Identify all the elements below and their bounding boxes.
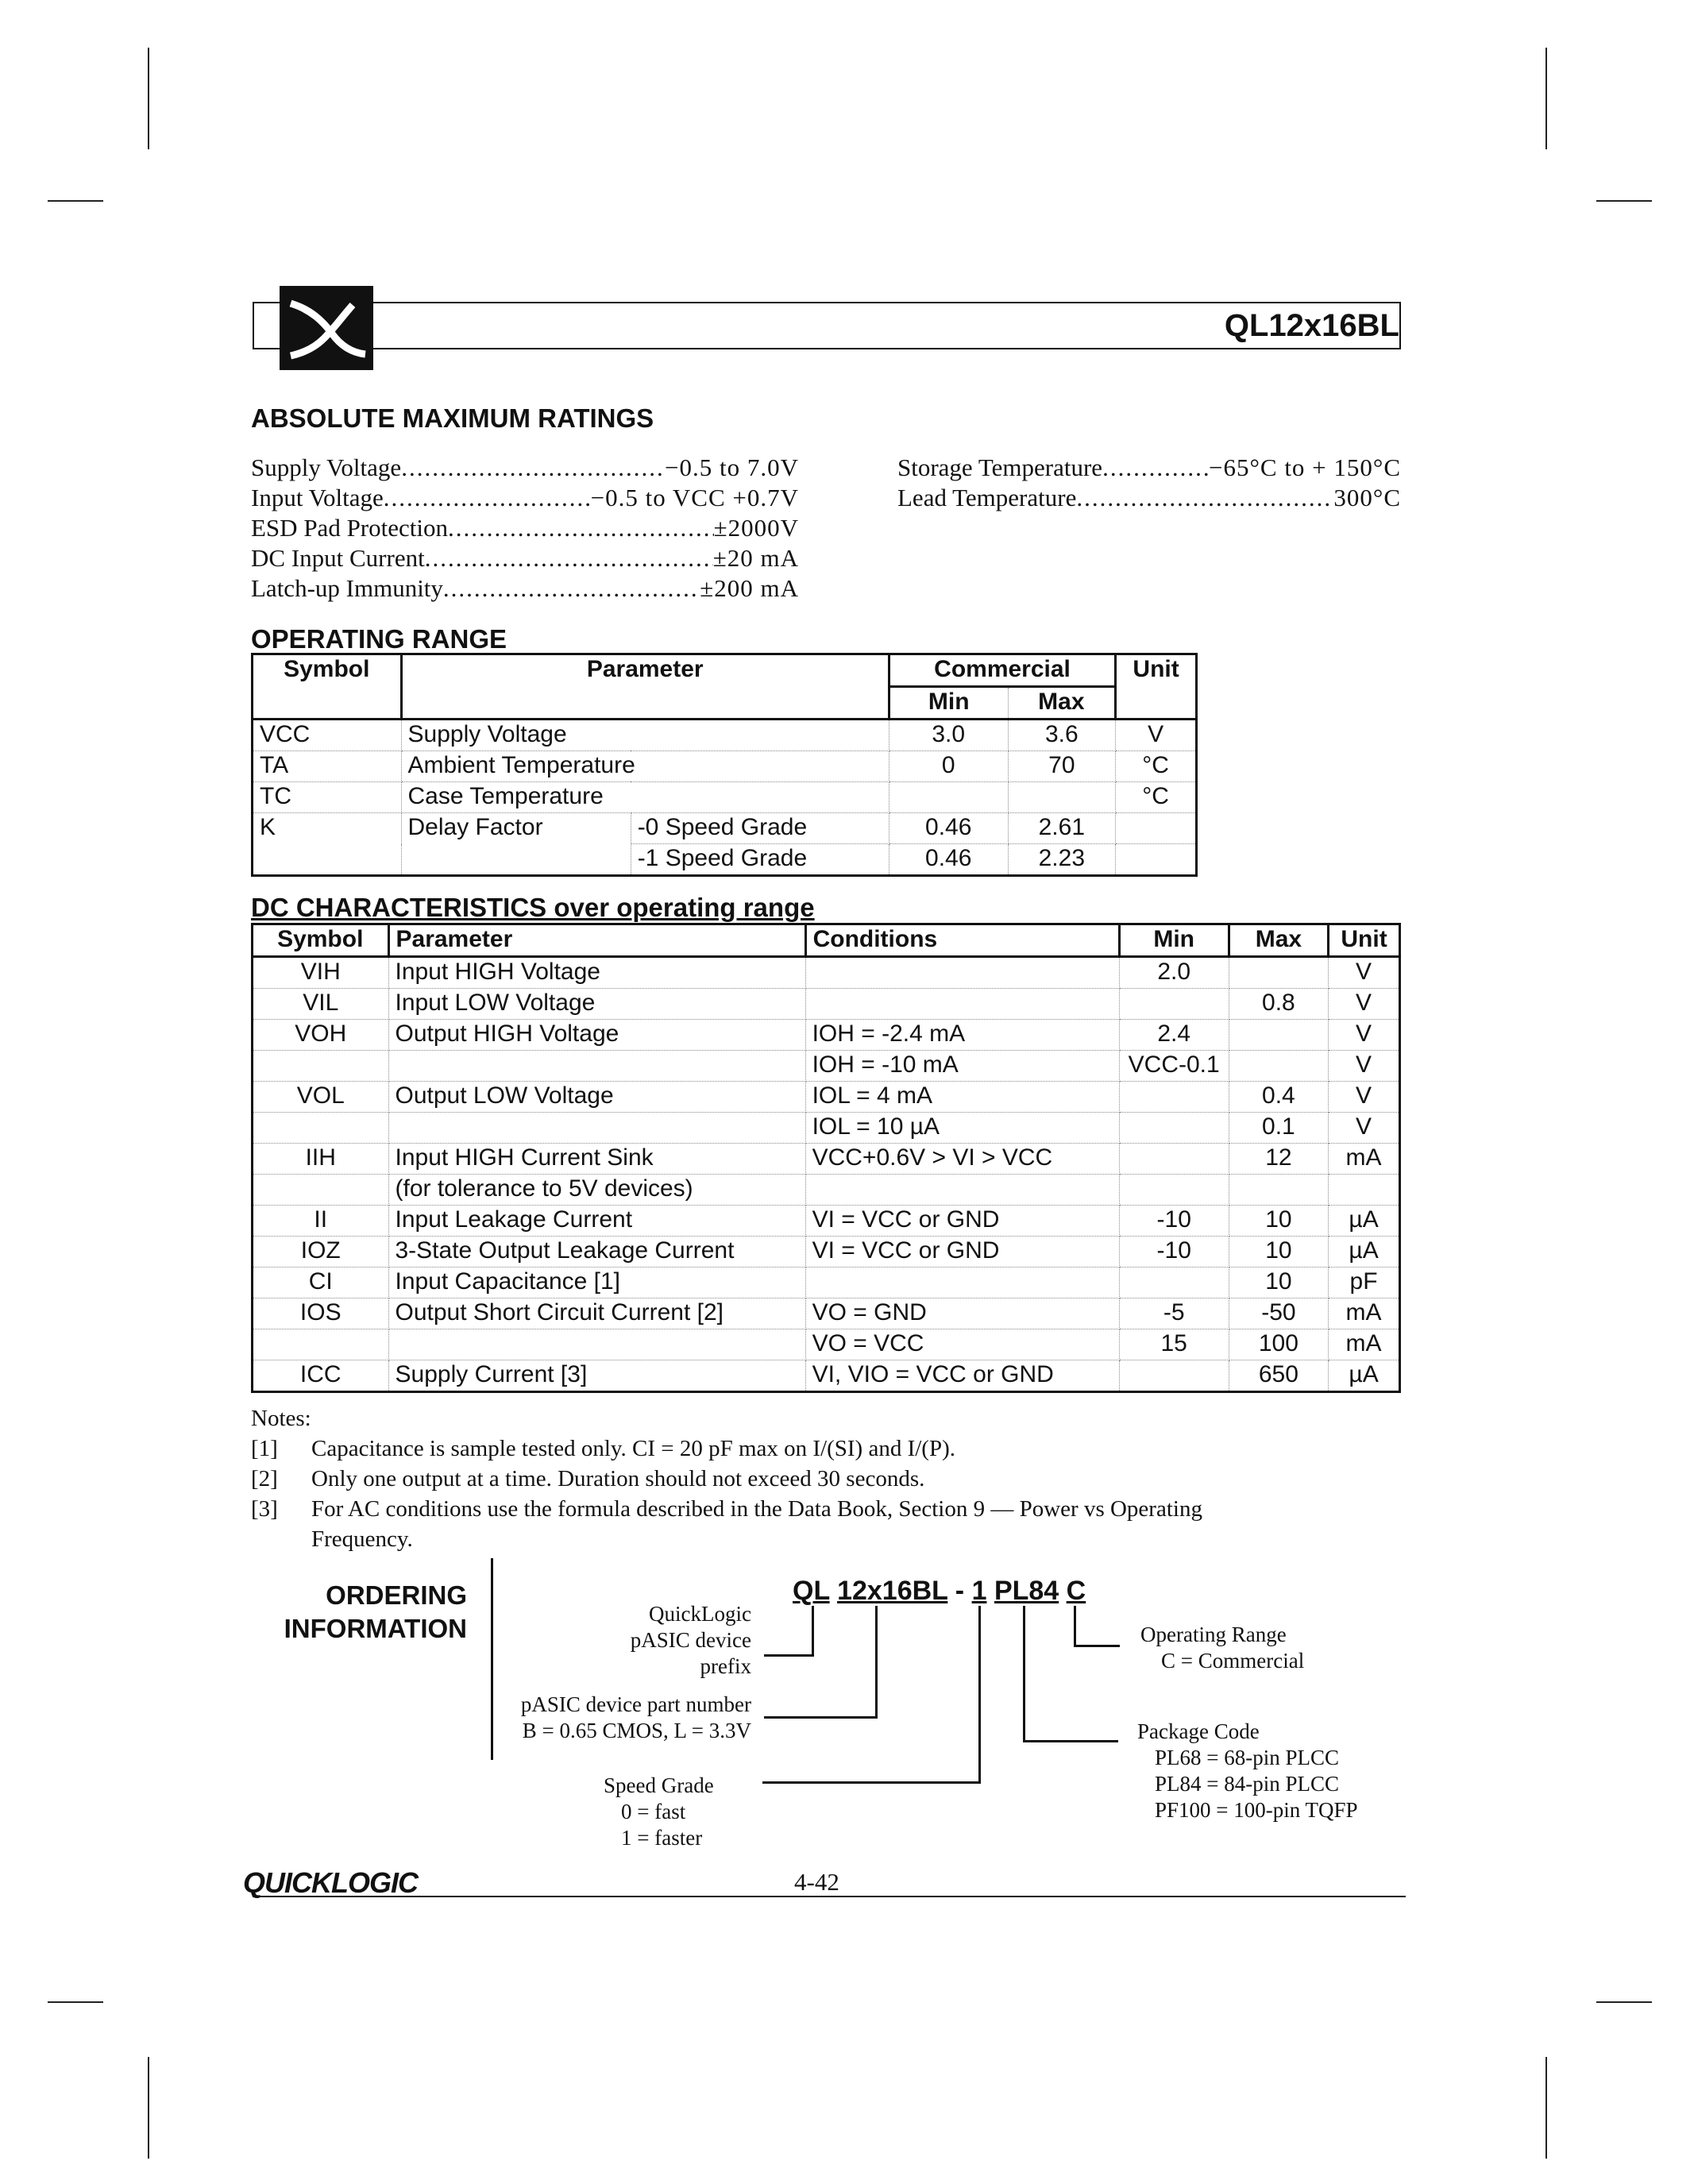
cell-unit: µA — [1329, 1237, 1400, 1268]
cell-symbol: IIH — [253, 1144, 389, 1175]
cell-min: 3.0 — [889, 720, 1008, 751]
col-header-max: Max — [1229, 924, 1328, 957]
speed-grade-label — [604, 1773, 714, 1851]
note-number: [3] — [251, 1496, 278, 1522]
cell-conditions: IOL = 10 µA — [805, 1113, 1119, 1144]
cell-min — [1119, 1175, 1229, 1206]
cell-min: -10 — [1119, 1206, 1229, 1237]
rating-label: ESD Pad Protection — [251, 514, 448, 542]
rating-row — [251, 453, 799, 483]
rating-value: ±200 mA — [700, 574, 799, 602]
cell-min — [1119, 1268, 1229, 1298]
cell-symbol: VOH — [253, 1020, 389, 1051]
note-text: For AC conditions use the formula described in the Data Book, Section 9 — Power vs Operating — [311, 1496, 1202, 1522]
code-ql: QL — [793, 1576, 830, 1606]
rating-row — [251, 543, 799, 573]
code-dash: - — [955, 1576, 965, 1606]
cell-unit: mA — [1329, 1329, 1400, 1360]
cell-symbol: TA — [253, 751, 402, 782]
rating-row — [251, 573, 799, 604]
crop-mark — [1545, 48, 1547, 149]
cell-min — [1119, 1113, 1229, 1144]
cell-parameter: Ambient Temperature — [401, 751, 889, 782]
cell-max: 10 — [1229, 1206, 1328, 1237]
cell-symbol — [253, 1051, 389, 1082]
cell-parameter: Input Leakage Current — [388, 1206, 805, 1237]
quicklogic-logo — [280, 286, 373, 370]
cell-symbol: VIH — [253, 957, 389, 989]
label-line: pASIC device part number — [520, 1692, 751, 1716]
crop-mark — [1596, 200, 1652, 202]
table-row — [253, 1268, 1400, 1298]
cell-symbol: CI — [253, 1268, 389, 1298]
ordering-title-line: ORDERING — [326, 1580, 467, 1610]
cell-max: 650 — [1229, 1360, 1328, 1392]
table-row — [253, 720, 1197, 751]
cell-symbol: IOZ — [253, 1237, 389, 1268]
cell-parameter: Delay Factor — [401, 813, 631, 876]
crop-mark — [48, 2001, 103, 2003]
cell-conditions: VO = VCC — [805, 1329, 1119, 1360]
connector-line — [1074, 1645, 1120, 1647]
cell-max: 2.61 — [1008, 813, 1116, 844]
cell-unit: µA — [1329, 1206, 1400, 1237]
rating-row — [251, 483, 799, 513]
ordering-divider — [491, 1558, 493, 1760]
col-header-parameter: Parameter — [388, 924, 805, 957]
cell-unit: pF — [1329, 1268, 1400, 1298]
table-row — [253, 1360, 1400, 1392]
cell-min: -10 — [1119, 1237, 1229, 1268]
label-line: 0 = fast — [621, 1800, 686, 1823]
table-row — [253, 1051, 1400, 1082]
cell-symbol — [253, 1175, 389, 1206]
col-header-symbol: Symbol — [253, 654, 402, 720]
note-text: Only one output at a time. Duration should not exceed 30 seconds. — [311, 1466, 925, 1491]
label-line: Speed Grade — [604, 1773, 714, 1797]
col-header-commercial: Commercial — [889, 654, 1115, 687]
cell-max: 0.1 — [1229, 1113, 1328, 1144]
cell-conditions — [805, 1268, 1119, 1298]
rating-row — [251, 513, 799, 543]
connector-line — [764, 1654, 814, 1657]
rating-value: ±20 mA — [712, 544, 799, 572]
cell-max: -50 — [1229, 1298, 1328, 1329]
operating-range-label — [1140, 1622, 1304, 1674]
crop-mark — [148, 2057, 149, 2159]
label-line: PF100 = 100-pin TQFP — [1155, 1798, 1358, 1822]
cell-parameter: Output HIGH Voltage — [388, 1020, 805, 1051]
ordering-title-line: INFORMATION — [284, 1614, 467, 1643]
cell-symbol — [253, 1113, 389, 1144]
cell-symbol: VCC — [253, 720, 402, 751]
cell-min: 15 — [1119, 1329, 1229, 1360]
code-package: PL84 — [994, 1576, 1059, 1606]
col-header-parameter: Parameter — [401, 654, 889, 720]
col-header-unit: Unit — [1116, 654, 1197, 720]
cell-max — [1229, 1051, 1328, 1082]
rating-label: Latch-up Immunity — [251, 574, 443, 602]
cell-unit: mA — [1329, 1144, 1400, 1175]
rating-row — [897, 453, 1401, 483]
absolute-max-title: ABSOLUTE MAXIMUM RATINGS — [251, 403, 654, 433]
cell-symbol: IOS — [253, 1298, 389, 1329]
col-header-min: Min — [1119, 924, 1229, 957]
connector-line — [1023, 1606, 1025, 1742]
cell-parameter: Input HIGH Voltage — [388, 957, 805, 989]
part-number-code — [793, 1576, 1086, 1607]
col-header-unit: Unit — [1329, 924, 1400, 957]
cell-min: VCC-0.1 — [1119, 1051, 1229, 1082]
cell-max: 70 — [1008, 751, 1116, 782]
table-row — [253, 1082, 1400, 1113]
table-row — [253, 782, 1197, 813]
cell-grade: -1 Speed Grade — [631, 844, 889, 876]
cell-unit: V — [1329, 1082, 1400, 1113]
cell-conditions: VI = VCC or GND — [805, 1206, 1119, 1237]
connector-line — [812, 1606, 814, 1657]
connector-line — [1074, 1606, 1076, 1647]
crop-mark — [148, 48, 149, 149]
rating-label: Input Voltage — [251, 484, 384, 511]
rating-label: Lead Temperature — [897, 484, 1077, 511]
label-line: Package Code — [1137, 1719, 1260, 1743]
rating-label: Storage Temperature — [897, 453, 1103, 481]
cell-conditions — [805, 989, 1119, 1020]
cell-unit — [1329, 1175, 1400, 1206]
cell-symbol: TC — [253, 782, 402, 813]
label-line: prefix — [700, 1654, 751, 1678]
table-row — [253, 957, 1400, 989]
label-line: pASIC device — [630, 1628, 751, 1652]
label-line: QuickLogic — [649, 1602, 751, 1626]
cell-conditions: VCC+0.6V > VI > VCC — [805, 1144, 1119, 1175]
connector-line — [762, 1781, 981, 1784]
cell-max — [1229, 1175, 1328, 1206]
cell-max: 10 — [1229, 1268, 1328, 1298]
cell-parameter: Case Temperature — [401, 782, 889, 813]
cell-symbol: VOL — [253, 1082, 389, 1113]
cell-max — [1229, 1020, 1328, 1051]
note-number: [2] — [251, 1466, 278, 1491]
cell-conditions: IOH = -10 mA — [805, 1051, 1119, 1082]
cell-min: -5 — [1119, 1298, 1229, 1329]
table-row — [253, 1237, 1400, 1268]
rating-row — [897, 483, 1401, 513]
cell-min: 0.46 — [889, 813, 1008, 844]
cell-unit: V — [1329, 1113, 1400, 1144]
cell-max: 0.4 — [1229, 1082, 1328, 1113]
cell-min — [1119, 1144, 1229, 1175]
cell-unit: V — [1329, 957, 1400, 989]
cell-parameter — [388, 1113, 805, 1144]
cell-parameter: Input HIGH Current Sink — [388, 1144, 805, 1175]
cell-symbol: ICC — [253, 1360, 389, 1392]
label-line: 1 = faster — [621, 1826, 703, 1850]
dc-characteristics-title: DC CHARACTERISTICS over operating range — [251, 893, 815, 922]
cell-unit: µA — [1329, 1360, 1400, 1392]
col-header-conditions: Conditions — [805, 924, 1119, 957]
rating-label: DC Input Current — [251, 544, 425, 572]
note-text: Capacitance is sample tested only. CI = 20 pF max on I/(SI) and I/(P). — [311, 1436, 955, 1461]
cell-parameter: Supply Voltage — [401, 720, 889, 751]
connector-line — [1023, 1740, 1118, 1742]
cell-unit: V — [1116, 720, 1197, 751]
table-row — [253, 1206, 1400, 1237]
cell-symbol — [253, 1329, 389, 1360]
code-range: C — [1066, 1576, 1086, 1606]
document-title: QL12x16BL — [1224, 308, 1399, 343]
cell-min — [1119, 989, 1229, 1020]
label-line: C = Commercial — [1161, 1649, 1305, 1673]
cell-min — [1119, 1082, 1229, 1113]
connector-line — [875, 1606, 878, 1719]
cell-conditions: VI, VIO = VCC or GND — [805, 1360, 1119, 1392]
cell-unit — [1116, 813, 1197, 844]
cell-symbol: II — [253, 1206, 389, 1237]
cell-unit: V — [1329, 1020, 1400, 1051]
dc-characteristics-table — [251, 923, 1401, 1393]
col-header-max: Max — [1008, 687, 1116, 720]
table-row — [253, 1020, 1400, 1051]
rating-value: −65°C to + 150°C — [1209, 453, 1401, 481]
cell-parameter: Input Capacitance [1] — [388, 1268, 805, 1298]
cell-conditions: IOL = 4 mA — [805, 1082, 1119, 1113]
cell-unit: °C — [1116, 751, 1197, 782]
operating-range-table — [251, 653, 1198, 877]
cell-grade: -0 Speed Grade — [631, 813, 889, 844]
cell-min — [889, 782, 1008, 813]
table-row — [253, 1298, 1400, 1329]
cell-unit: mA — [1329, 1298, 1400, 1329]
cell-unit: °C — [1116, 782, 1197, 813]
cell-unit: V — [1329, 1051, 1400, 1082]
cell-min: 0 — [889, 751, 1008, 782]
crop-mark — [48, 200, 103, 202]
cell-max: 0.8 — [1229, 989, 1328, 1020]
cell-min: 2.0 — [1119, 957, 1229, 989]
cell-conditions: IOH = -2.4 mA — [805, 1020, 1119, 1051]
cell-conditions: VO = GND — [805, 1298, 1119, 1329]
cell-conditions — [805, 957, 1119, 989]
cell-max: 100 — [1229, 1329, 1328, 1360]
cell-conditions — [805, 1175, 1119, 1206]
label-line: PL84 = 84-pin PLCC — [1155, 1772, 1340, 1796]
cell-min: 2.4 — [1119, 1020, 1229, 1051]
crop-mark — [1596, 2001, 1652, 2003]
cell-min: 0.46 — [889, 844, 1008, 876]
rating-value: ±2000V — [713, 514, 799, 542]
cell-parameter — [388, 1051, 805, 1082]
col-header-min: Min — [889, 687, 1008, 720]
cell-parameter — [388, 1329, 805, 1360]
table-row — [253, 989, 1400, 1020]
cell-max — [1008, 782, 1116, 813]
table-row — [253, 751, 1197, 782]
table-row — [253, 1113, 1400, 1144]
notes-heading: Notes: — [251, 1406, 311, 1431]
table-row — [253, 813, 1197, 844]
note-number: [1] — [251, 1436, 278, 1461]
cell-parameter: 3-State Output Leakage Current — [388, 1237, 805, 1268]
prefix-label — [588, 1601, 751, 1680]
cell-conditions: VI = VCC or GND — [805, 1237, 1119, 1268]
col-header-symbol: Symbol — [253, 924, 389, 957]
table-row — [253, 1329, 1400, 1360]
label-line: Operating Range — [1140, 1623, 1287, 1646]
rating-value: 300°C — [1333, 484, 1401, 511]
cell-symbol: K — [253, 813, 402, 876]
part-number-label — [505, 1692, 751, 1744]
cell-max: 2.23 — [1008, 844, 1116, 876]
cell-max: 12 — [1229, 1144, 1328, 1175]
cell-max: 3.6 — [1008, 720, 1116, 751]
ordering-title — [238, 1579, 467, 1646]
operating-range-title: OPERATING RANGE — [251, 624, 507, 654]
note-text-continued: Frequency. — [311, 1526, 413, 1552]
table-row — [253, 1175, 1400, 1206]
cell-unit: V — [1329, 989, 1400, 1020]
rating-label: Supply Voltage — [251, 453, 402, 481]
cell-symbol: VIL — [253, 989, 389, 1020]
page-number: 4-42 — [794, 1868, 839, 1896]
cell-parameter: Output Short Circuit Current [2] — [388, 1298, 805, 1329]
crop-mark — [1545, 2057, 1547, 2159]
cell-parameter: Supply Current [3] — [388, 1360, 805, 1392]
label-line: B = 0.65 CMOS, L = 3.3V — [522, 1719, 751, 1742]
cell-max: 10 — [1229, 1237, 1328, 1268]
cell-parameter: Output LOW Voltage — [388, 1082, 805, 1113]
cell-parameter: Input LOW Voltage — [388, 989, 805, 1020]
connector-line — [978, 1606, 981, 1784]
code-part: 12x16BL — [837, 1576, 948, 1606]
footer-brand-logo: QUICKLOGIC — [243, 1866, 418, 1899]
label-line: PL68 = 68-pin PLCC — [1155, 1746, 1340, 1769]
package-code-label — [1137, 1719, 1358, 1823]
rating-value: −0.5 to 7.0V — [665, 453, 799, 481]
cell-max — [1229, 957, 1328, 989]
connector-line — [764, 1716, 878, 1719]
rating-value: −0.5 to VCC +0.7V — [590, 484, 799, 511]
cell-unit — [1116, 844, 1197, 876]
cell-parameter: (for tolerance to 5V devices) — [388, 1175, 805, 1206]
code-grade: 1 — [971, 1576, 987, 1606]
cell-min — [1119, 1360, 1229, 1392]
table-row — [253, 1144, 1400, 1175]
x-logo-icon — [280, 286, 373, 370]
